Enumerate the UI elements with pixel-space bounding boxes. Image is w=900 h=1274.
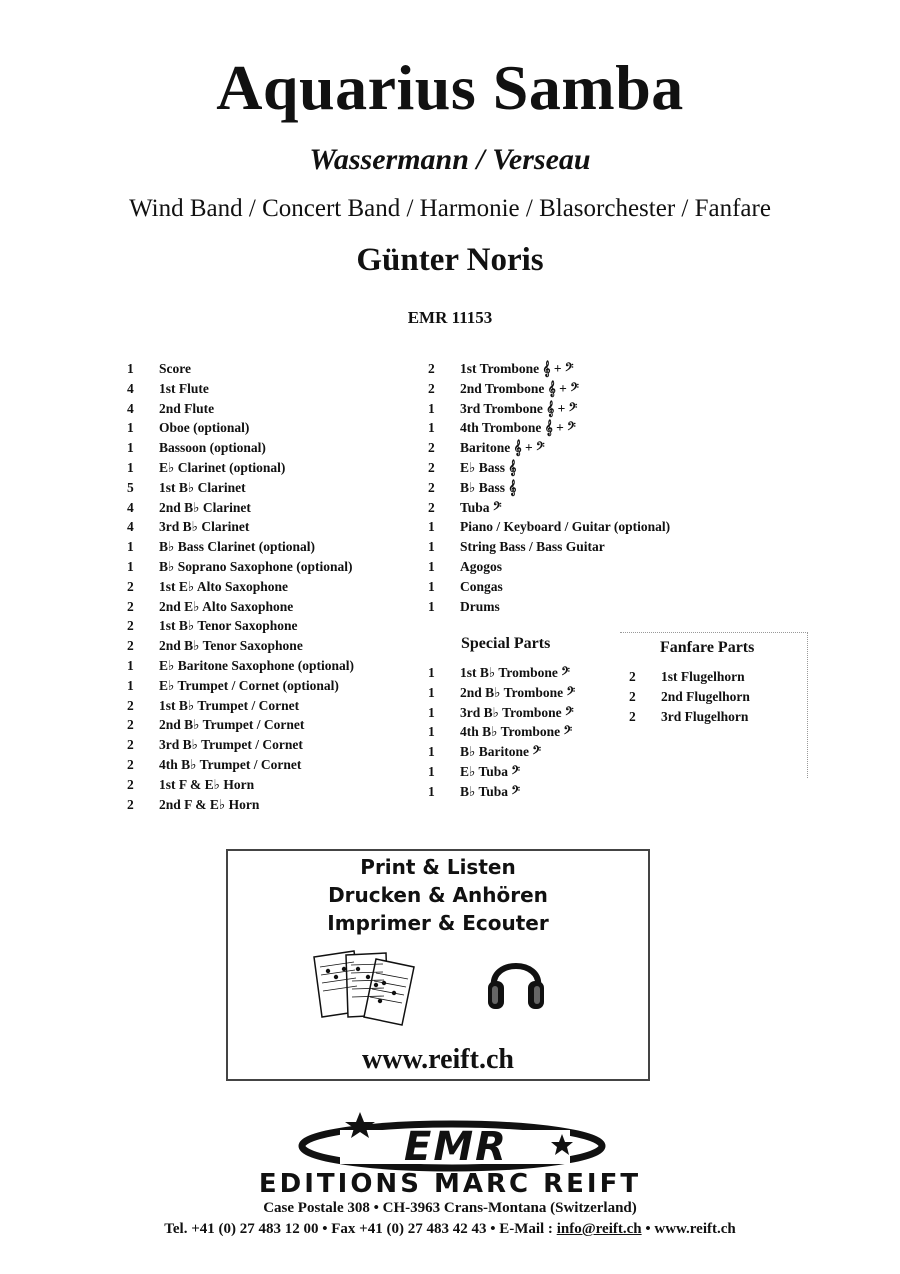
part-quantity: 4 <box>127 519 134 535</box>
part-name: B♭ Soprano Saxophone (optional) <box>159 559 353 574</box>
part-name: Tuba 𝄢 <box>460 499 502 515</box>
part-quantity: 2 <box>127 737 134 753</box>
part-name: Congas <box>460 578 503 594</box>
part-quantity: 1 <box>428 704 435 720</box>
part-quantity: 1 <box>127 361 134 376</box>
part-quantity: 1 <box>127 559 134 574</box>
part-name: 2nd Trombone 𝄞 + 𝄢 <box>460 380 579 396</box>
contact-phone-fax: Tel. +41 (0) 27 483 12 00 • Fax +41 (0) 27 483 42 43 • E-Mail : <box>164 1221 557 1237</box>
part-quantity: 1 <box>428 400 435 416</box>
part-name: B♭ Bass Clarinet (optional) <box>159 539 316 555</box>
subtitle: Wassermann / Verseau <box>309 143 591 176</box>
part-quantity: 2 <box>428 479 435 495</box>
part-name: 2nd F & E♭ Horn <box>159 796 260 812</box>
part-quantity: 2 <box>127 578 134 594</box>
special-parts-heading: Special Parts <box>461 635 551 652</box>
part-name: 4th B♭ Trumpet / Cornet <box>159 757 302 772</box>
fanfare-parts-heading: Fanfare Parts <box>660 639 755 656</box>
part-quantity: 2 <box>428 440 435 456</box>
part-quantity: 2 <box>127 796 134 812</box>
headphones-icon <box>486 945 546 1015</box>
part-name: 1st B♭ Tenor Saxophone <box>159 618 298 634</box>
part-name: 1st Flugelhorn <box>661 669 745 684</box>
part-name: 1st Trombone 𝄞 + 𝄢 <box>460 361 574 376</box>
part-quantity: 1 <box>127 658 134 673</box>
part-name: E♭ Bass 𝄞 <box>460 460 517 475</box>
part-name: E♭ Trumpet / Cornet (optional) <box>159 677 339 693</box>
part-name: 1st E♭ Alto Saxophone <box>159 578 289 594</box>
part-name: 1st F & E♭ Horn <box>159 776 255 792</box>
part-quantity: 2 <box>127 638 134 654</box>
part-quantity: 2 <box>127 717 134 733</box>
part-quantity: 2 <box>428 361 435 376</box>
part-quantity: 1 <box>428 598 435 614</box>
part-quantity: 2 <box>127 598 134 614</box>
part-quantity: 2 <box>127 697 134 713</box>
part-quantity: 4 <box>127 499 134 515</box>
part-quantity: 2 <box>629 669 636 684</box>
part-quantity: 2 <box>428 380 435 396</box>
part-name: Score <box>159 361 191 376</box>
part-name: 2nd E♭ Alto Saxophone <box>159 598 294 614</box>
part-quantity: 1 <box>428 764 435 779</box>
print-and-listen-box <box>226 849 650 1081</box>
part-quantity: 1 <box>127 420 134 436</box>
ensemble-line: Wind Band / Concert Band / Harmonie / Blasorchester / Fanfare <box>129 195 771 222</box>
part-name: 2nd Flute <box>159 400 215 416</box>
part-name: 3rd Flugelhorn <box>661 709 749 724</box>
part-quantity: 4 <box>127 380 134 396</box>
part-quantity: 1 <box>428 783 435 799</box>
part-name: Oboe (optional) <box>159 420 250 436</box>
part-name: 2nd B♭ Trumpet / Cornet <box>159 717 305 733</box>
part-quantity: 1 <box>428 744 435 760</box>
part-name: 1st B♭ Trumpet / Cornet <box>159 697 300 713</box>
publisher-address: Case Postale 308 • CH-3963 Crans-Montana (Switzerland) <box>263 1200 637 1216</box>
part-name: 2nd B♭ Trombone 𝄢 <box>460 684 576 700</box>
part-name: 3rd B♭ Trumpet / Cornet <box>159 737 303 753</box>
listen-line-de: Drucken & Anhören <box>328 883 548 907</box>
part-quantity: 2 <box>428 499 435 515</box>
part-name: 3rd B♭ Trombone 𝄢 <box>460 704 574 720</box>
contact-website[interactable]: • www.reift.ch <box>641 1221 736 1237</box>
part-quantity: 1 <box>127 440 134 456</box>
part-quantity: 2 <box>127 618 134 634</box>
part-name: B♭ Baritone 𝄢 <box>460 744 542 760</box>
part-name: B♭ Tuba 𝄢 <box>460 783 521 799</box>
part-quantity: 1 <box>428 539 435 555</box>
email-link[interactable]: info@reift.ch <box>556 1221 642 1237</box>
part-name: E♭ Tuba 𝄢 <box>460 764 521 779</box>
part-name: 3rd B♭ Clarinet <box>159 519 250 535</box>
part-name: 4th B♭ Trombone 𝄢 <box>460 724 573 740</box>
composer-name: Günter Noris <box>356 242 544 278</box>
publisher-name: EDITIONS MARC REIFT <box>258 1169 642 1199</box>
part-quantity: 5 <box>127 479 134 495</box>
part-name: E♭ Baritone Saxophone (optional) <box>159 658 355 673</box>
page-title: Aquarius Samba <box>216 52 684 123</box>
part-name: Baritone 𝄞 + 𝄢 <box>460 440 545 456</box>
publisher-contact <box>0 1220 900 1238</box>
part-name: 1st B♭ Trombone 𝄢 <box>460 665 570 680</box>
part-quantity: 2 <box>127 757 134 772</box>
part-name: Drums <box>460 598 500 614</box>
part-quantity: 2 <box>428 460 435 475</box>
part-quantity: 1 <box>428 519 435 535</box>
svg-text:EMR: EMR <box>404 1124 508 1170</box>
part-name: 1st B♭ Clarinet <box>159 479 246 495</box>
part-name: B♭ Bass 𝄞 <box>460 479 517 495</box>
part-quantity: 2 <box>127 776 134 792</box>
part-quantity: 1 <box>428 724 435 740</box>
part-quantity: 1 <box>428 420 435 436</box>
part-name: 2nd Flugelhorn <box>661 689 750 704</box>
listen-line-en: Print & Listen <box>360 855 516 879</box>
part-name: 2nd B♭ Clarinet <box>159 499 251 515</box>
part-name: Agogos <box>460 559 503 574</box>
part-quantity: 1 <box>127 539 134 555</box>
part-name: E♭ Clarinet (optional) <box>159 460 286 475</box>
part-quantity: 2 <box>629 709 636 724</box>
part-name: Piano / Keyboard / Guitar (optional) <box>460 519 671 535</box>
part-name: 4th Trombone 𝄞 + 𝄢 <box>460 420 576 436</box>
part-name: 2nd B♭ Tenor Saxophone <box>159 638 303 654</box>
part-name: String Bass / Bass Guitar <box>460 539 605 555</box>
part-quantity: 1 <box>127 677 134 693</box>
listen-url-link[interactable]: www.reift.ch <box>362 1044 514 1075</box>
part-quantity: 1 <box>127 460 134 475</box>
part-quantity: 1 <box>428 578 435 594</box>
part-quantity: 2 <box>629 689 636 704</box>
part-quantity: 4 <box>127 400 134 416</box>
part-quantity: 1 <box>428 559 435 574</box>
part-name: 3rd Trombone 𝄞 + 𝄢 <box>460 400 578 416</box>
part-quantity: 1 <box>428 684 435 700</box>
listen-line-fr: Imprimer & Ecouter <box>327 911 549 935</box>
catalog-number: EMR 11153 <box>407 308 493 327</box>
sheet-music-icon <box>310 947 420 1027</box>
part-name: 1st Flute <box>159 380 209 396</box>
part-name: Bassoon (optional) <box>159 440 266 456</box>
part-quantity: 1 <box>428 665 435 680</box>
